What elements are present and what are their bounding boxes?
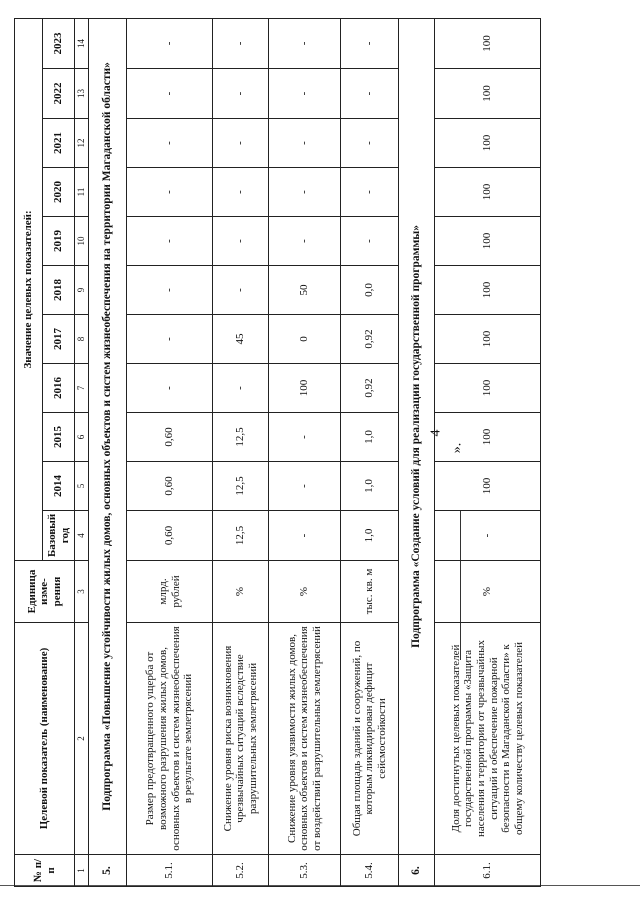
row-num: 6.1. <box>435 855 541 887</box>
row-base-value: 0,60 <box>127 511 213 561</box>
row-value: 45 <box>213 315 269 364</box>
row-value: 100 <box>435 315 541 364</box>
row-value: 0,60 <box>127 462 213 511</box>
row-value: - <box>341 18 399 68</box>
table-row <box>435 18 541 886</box>
row-value: 100 <box>435 413 541 462</box>
column-index-row <box>75 18 89 886</box>
column-index: 8 <box>75 315 89 364</box>
row-value: 100 <box>435 364 541 413</box>
row-value: 100 <box>435 18 541 68</box>
row-value: 0 <box>269 315 341 364</box>
row-value: - <box>127 18 213 68</box>
row-value: - <box>341 119 399 168</box>
row-value: - <box>127 315 213 364</box>
row-value: 100 <box>435 168 541 217</box>
row-unit: % <box>435 561 541 623</box>
row-value: - <box>213 266 269 315</box>
row-value: 100 <box>435 69 541 119</box>
column-index: 14 <box>75 18 89 68</box>
subprogram-num: 5. <box>89 855 127 887</box>
header-year: 2021 <box>43 119 75 168</box>
header-indicator: Целевой показатель (наименование) <box>15 623 75 855</box>
header-year: 2023 <box>43 18 75 68</box>
row-value: - <box>341 69 399 119</box>
subprogram-row <box>89 18 127 886</box>
row-value: 50 <box>269 266 341 315</box>
page-number: 4 <box>428 429 444 437</box>
header-year: 2015 <box>43 413 75 462</box>
column-index: 7 <box>75 364 89 413</box>
row-value: - <box>127 266 213 315</box>
row-value: - <box>213 217 269 266</box>
row-value: - <box>269 69 341 119</box>
row-value: 100 <box>435 266 541 315</box>
row-unit: млрд. рублей <box>127 561 213 623</box>
header-year: 2017 <box>43 315 75 364</box>
table-row <box>213 18 269 886</box>
row-value: - <box>127 364 213 413</box>
row-value: 12,5 <box>213 462 269 511</box>
header-num: № п/п <box>15 855 75 887</box>
row-base-value: 12,5 <box>213 511 269 561</box>
row-value: 0,92 <box>341 364 399 413</box>
row-value: 0,60 <box>127 413 213 462</box>
row-value: 0,92 <box>341 315 399 364</box>
header-year: 2022 <box>43 69 75 119</box>
subprogram-title: Подпрограмма «Создание условий для реализации государственной программы» <box>399 18 435 854</box>
row-value: - <box>213 18 269 68</box>
subprogram-title: Подпрограмма «Повышение устойчивости жилых домов, основных объектов и систем жизнеобеспечения на территории Магаданской области» <box>89 18 127 854</box>
column-index: 1 <box>75 855 89 887</box>
row-base-value: - <box>435 511 541 561</box>
header-year: 2019 <box>43 217 75 266</box>
column-index: 6 <box>75 413 89 462</box>
header-base-year: Базовый год <box>43 511 75 561</box>
row-value: - <box>127 168 213 217</box>
row-value: - <box>269 413 341 462</box>
row-value: - <box>213 364 269 413</box>
column-index: 5 <box>75 462 89 511</box>
row-value: - <box>127 119 213 168</box>
row-value: - <box>341 217 399 266</box>
table-row <box>127 18 213 886</box>
row-value: 100 <box>435 217 541 266</box>
row-unit: % <box>269 561 341 623</box>
column-index: 12 <box>75 119 89 168</box>
row-value: - <box>213 168 269 217</box>
row-value: 1,0 <box>341 413 399 462</box>
row-num: 5.3. <box>269 855 341 887</box>
row-base-value: - <box>269 511 341 561</box>
closing-mark: ». <box>449 442 465 454</box>
row-num: 5.1. <box>127 855 213 887</box>
column-index: 4 <box>75 511 89 561</box>
row-value: 100 <box>435 119 541 168</box>
row-value: - <box>127 217 213 266</box>
row-value: 0,0 <box>341 266 399 315</box>
row-indicator-name: Общая площадь зданий и сооружений, по которым ликвидирован дефицит сейсмостойкости <box>341 623 399 855</box>
header-year: 2018 <box>43 266 75 315</box>
column-index: 13 <box>75 69 89 119</box>
column-index: 3 <box>75 561 89 623</box>
row-value: - <box>269 462 341 511</box>
column-index: 11 <box>75 168 89 217</box>
header-row-1 <box>15 18 43 886</box>
column-index: 10 <box>75 217 89 266</box>
row-value: - <box>269 18 341 68</box>
row-num: 5.4. <box>341 855 399 887</box>
header-values-group: Значение целевых показателей: <box>15 18 43 560</box>
subprogram-row <box>399 18 435 886</box>
row-value: 100 <box>435 462 541 511</box>
header-year: 2014 <box>43 462 75 511</box>
row-indicator-name: Снижение уровня риска возникновения чрезвычайных ситуаций вследствие разрушительных землетрясений <box>213 623 269 855</box>
row-unit: % <box>213 561 269 623</box>
row-value: 100 <box>269 364 341 413</box>
header-year: 2020 <box>43 168 75 217</box>
table-row <box>341 18 399 886</box>
row-num: 5.2. <box>213 855 269 887</box>
row-value: - <box>269 168 341 217</box>
header-year: 2016 <box>43 364 75 413</box>
target-indicators-table <box>14 18 541 887</box>
subprogram-num: 6. <box>399 855 435 887</box>
table-row <box>269 18 341 886</box>
row-value: 1,0 <box>341 462 399 511</box>
row-indicator-name: Снижение уровня уязвимости жилых домов, основных объектов и систем жизнеобеспечения от воздействий разрушительных землетрясений <box>269 623 341 855</box>
row-value: 12,5 <box>213 413 269 462</box>
row-value: - <box>341 168 399 217</box>
row-indicator-name: Размер предотвращенного ущерба от возможного разрушения жилых домов, основных объектов и систем жизнеобеспечения в результате землетрясений <box>127 623 213 855</box>
row-value: - <box>269 119 341 168</box>
row-value: - <box>213 69 269 119</box>
row-value: - <box>127 69 213 119</box>
row-value: - <box>269 217 341 266</box>
column-index: 2 <box>75 623 89 855</box>
header-unit: Единица изме-рения <box>15 561 75 623</box>
row-base-value: 1,0 <box>341 511 399 561</box>
row-value: - <box>213 119 269 168</box>
column-index: 9 <box>75 266 89 315</box>
row-unit: тыс. кв. м <box>341 561 399 623</box>
row-indicator-name: Доля достигнутых целевых показателей государственной программы «Защита населения и территории от чрезвычайных ситуаций и обеспечение пожарной безопасности в Магаданской области» к общему количеству целевых показателей <box>435 623 541 855</box>
